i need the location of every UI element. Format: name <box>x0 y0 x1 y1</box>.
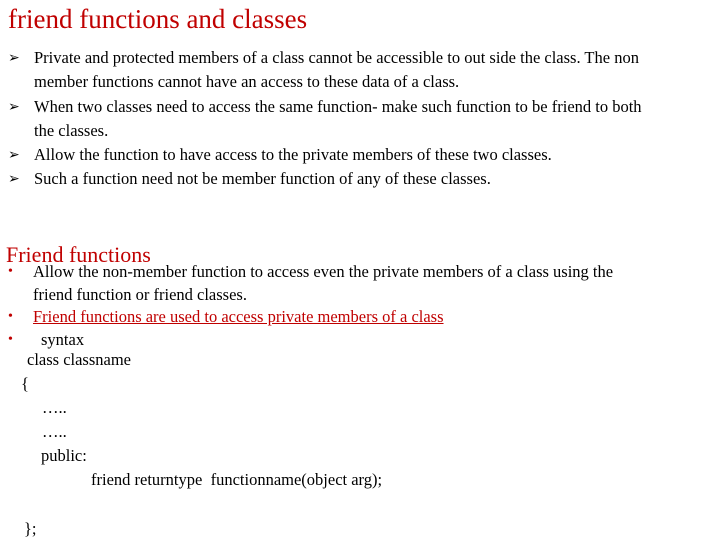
arrow-bullet-icon: ➢ <box>8 50 20 66</box>
arrow-bullet-icon: ➢ <box>8 171 20 188</box>
bullet-list <box>8 261 648 351</box>
code-line: { <box>21 374 29 393</box>
code-line: friend returntype functionname(object arg); <box>91 470 383 489</box>
slide-title: friend functions and classes <box>8 4 308 34</box>
bullet-point-text: Friend functions are used to access private members of a class <box>33 307 444 326</box>
arrow-bullet-icon: ➢ <box>8 98 20 115</box>
arrow-bullet-icon: ➢ <box>8 147 20 164</box>
bullet-point-text: Allow the non-member function to access even the private members of a class using the friend function or friend classes. <box>33 262 614 304</box>
arrow-point-list <box>8 46 648 192</box>
code-close-brace: }; <box>24 519 37 538</box>
syntax-label: syntax <box>41 329 85 349</box>
code-line: ….. <box>42 398 67 417</box>
code-line: public: <box>41 446 87 465</box>
arrow-point-text: Private and protected members of a class cannot be accessible to out side the class. The non member functions cannot have an access to these data of a class. <box>34 48 639 92</box>
code-block <box>0 348 382 492</box>
arrow-point-text: Such a function need not be member function of any of these classes. <box>34 169 491 189</box>
arrow-point-text: Allow the function to have access to the private members of these two classes. <box>34 145 552 165</box>
arrow-point <box>8 46 648 95</box>
bullet-dot-icon: • <box>8 331 13 347</box>
arrow-point <box>8 167 648 191</box>
bullet-dot-icon: • <box>8 309 13 324</box>
arrow-point <box>8 143 648 167</box>
section-title: Friend functions <box>6 242 151 267</box>
arrow-point-text: When two classes need to access the same function- make such function to be friend to both the classes. <box>34 96 642 140</box>
bullet-dot-icon: • <box>8 264 13 279</box>
bullet-point <box>8 306 648 329</box>
arrow-point <box>8 95 648 144</box>
code-line: class classname <box>27 350 132 369</box>
code-line: ….. <box>42 422 67 441</box>
bullet-point <box>8 261 648 306</box>
